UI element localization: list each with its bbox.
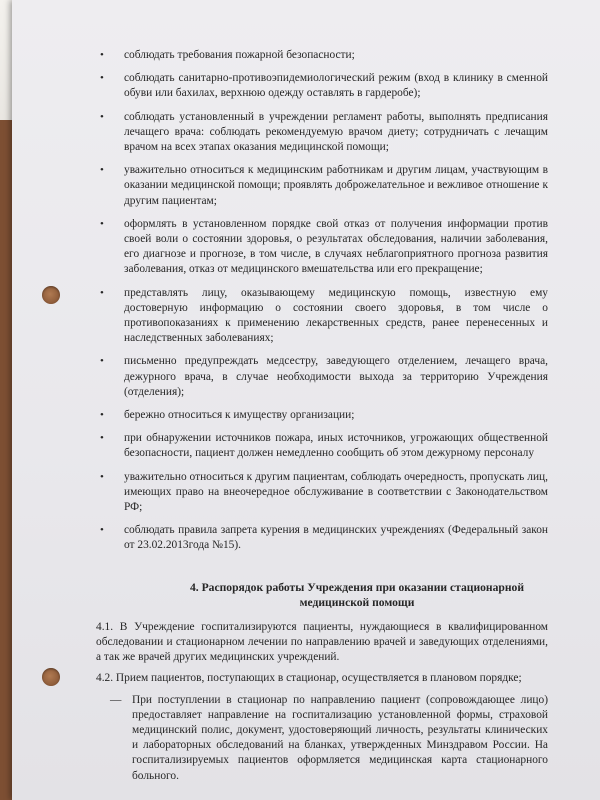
obligations-list (96, 48, 548, 554)
paragraph-4-1: 4.1. В Учреждение госпитализируются пациенты, нуждающиеся в квалифицированном обследовании и стационарном лечении по направлению врачей и заведующих отделениями, а так же врачей других медицинских учреждений. (96, 620, 548, 664)
list-item-text: уважительно относиться к другим пациентам, соблюдать очередность, пропускать лиц, имеющих право на внеочередное обслуживание в соответствии с Законодательством РФ; (124, 470, 548, 514)
bullet-mark: • (100, 286, 104, 299)
bullet-mark: • (100, 110, 104, 123)
bullet-mark: • (100, 355, 104, 368)
bullet-mark: • (100, 432, 104, 445)
list-item-text: представлять лицу, оказывающему медицинскую помощь, известную ему достоверную информацию о состоянии своего здоровья, в том числе о противопоказаниях к применению лекарственных средств, ранее перенесенных и наследственных заболеваниях; (124, 286, 548, 345)
list-item-text: соблюдать установленный в учреждении регламент работы, выполнять предписания лечащего врача: соблюдать рекомендуемую врачом диету; сотрудничать с лечащим врачом на всех этапах оказания медицинской помощи; (124, 110, 548, 154)
list-item (96, 408, 548, 423)
list-item-text: уважительно относиться к медицинским работникам и другим лицам, участвующим в оказании медицинской помощи; проявлять доброжелательное и вежливое отношение к другим пациентам; (124, 164, 548, 207)
bullet-mark: • (100, 409, 104, 422)
list-item-text: соблюдать правила запрета курения в медицинских учреждениях (Федеральный закон от 23.02.2013года №15). (124, 524, 548, 552)
punch-hole-top (42, 286, 60, 304)
bullet-mark: • (100, 164, 104, 177)
list-item (96, 48, 548, 63)
list-item (96, 110, 548, 156)
list-item (96, 71, 548, 101)
dash-list-item-text: При поступлении в стационар по направлению пациент (сопровождающее лицо) предоставляет направление на госпитализацию установленной формы, страховой медицинский полис, документ, удостоверяющий личность, результаты клинических и лабораторных обследований на бланках, утвержденных Минздравом России. На госпитализируемых пациентов оформляется медицинская карта стационарного больного. (132, 693, 548, 782)
bullet-mark: • (100, 470, 104, 483)
document-content (96, 48, 548, 784)
list-item-text: при обнаружении источников пожара, иных источников, угрожающих общественной безопасности, пациент должен немедленно сообщить об этом дежурному персоналу (124, 432, 548, 460)
list-item (96, 431, 548, 461)
list-item-text: письменно предупреждать медсестру, заведующего отделением, лечащего врача, дежурного врача, в случае необходимости выхода за территорию Учреждения (отделения); (124, 355, 548, 398)
punch-hole-bottom (42, 668, 60, 686)
list-item-text: соблюдать требования пожарной безопасности; (124, 49, 355, 61)
bullet-mark: • (100, 217, 104, 230)
bullet-mark: • (100, 524, 104, 537)
dash-mark: — (110, 693, 122, 706)
list-item (96, 163, 548, 209)
list-item (96, 354, 548, 400)
list-item (96, 523, 548, 553)
list-item (96, 217, 548, 278)
list-item-text: бережно относиться к имуществу организации; (124, 409, 355, 422)
list-item-text: соблюдать санитарно-противоэпидемиологический режим (вход в клинику в сменной обуви или бахилах, верхнюю одежду оставлять в гардеробе); (124, 72, 548, 100)
list-item-text: оформлять в установленном порядке свой отказ от получения информации против своей воли о состоянии здоровья, о результатах обследования, наличии заболевания, его диагнозе и прогнозе, в том числе, в случаях неблагоприятного прогноза развития заболевания, отказ от медицинского вмешательства или его прекращение; (124, 217, 548, 276)
list-item (96, 286, 548, 347)
list-item (96, 470, 548, 516)
section-title: 4. Распорядок работы Учреждения при оказании стационарной медицинской помощи (189, 580, 525, 609)
bullet-mark: • (100, 49, 104, 61)
dash-list-item (96, 693, 548, 784)
paragraph-4-2: 4.2. Прием пациентов, поступающих в стационар, осуществляется в плановом порядке; (96, 672, 522, 685)
bullet-mark: • (100, 72, 104, 85)
